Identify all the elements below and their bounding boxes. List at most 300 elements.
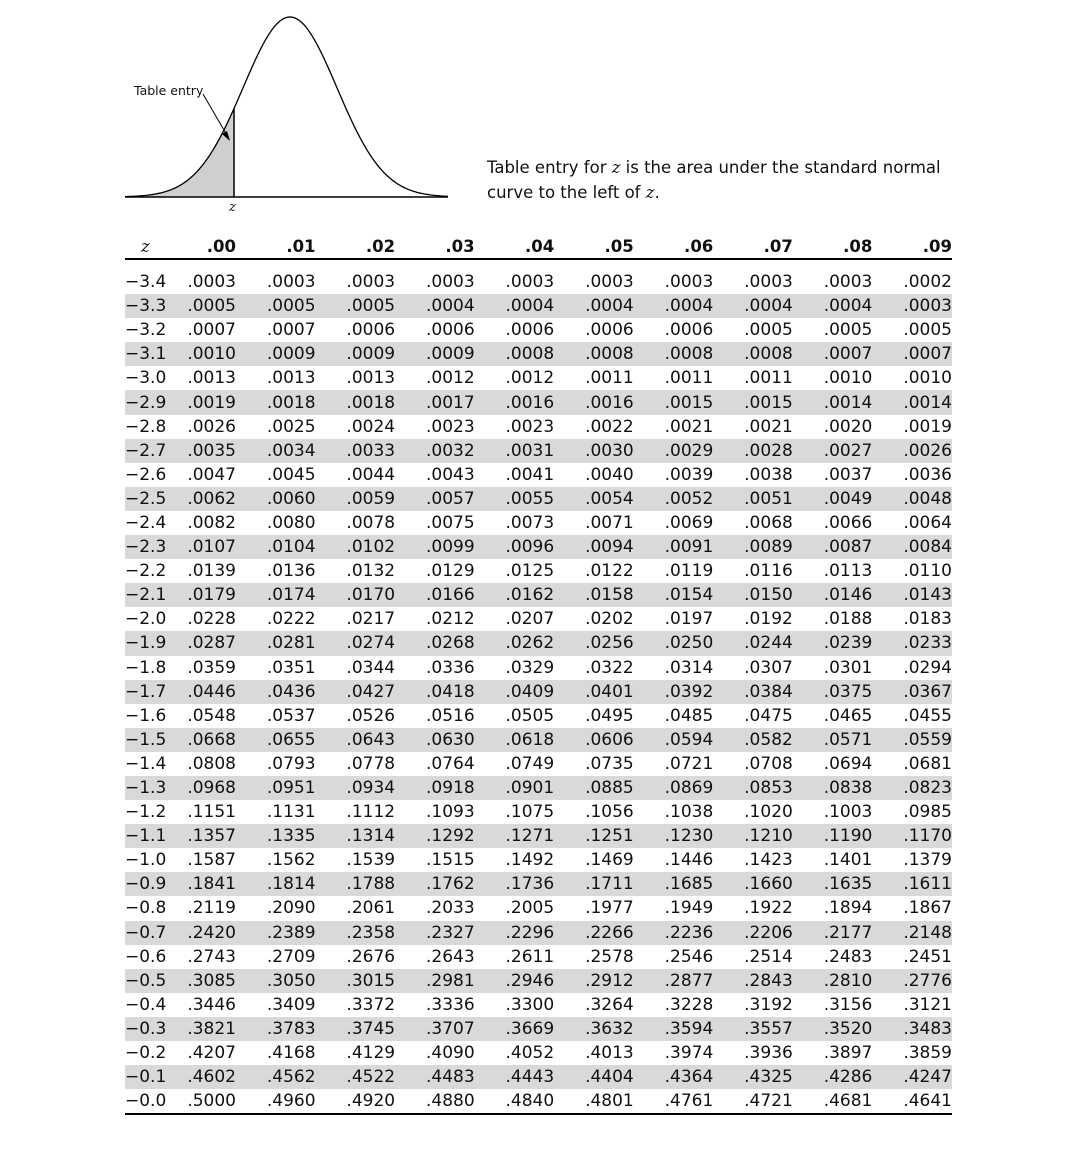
table-row <box>125 896 952 920</box>
probability-cell: .3050 <box>236 969 316 993</box>
probability-cell: .0262 <box>475 631 555 655</box>
probability-cell: .3409 <box>266 994 316 1015</box>
probability-cell: .0010 <box>180 342 236 366</box>
probability-cell: .2877 <box>634 969 714 993</box>
probability-cell: .0154 <box>634 583 714 607</box>
probability-cell: .1788 <box>316 872 396 896</box>
probability-cell: .0049 <box>793 487 873 511</box>
probability-cell: .4761 <box>634 1089 714 1114</box>
probability-cell: .0018 <box>236 390 316 414</box>
probability-cell: .0143 <box>872 583 952 607</box>
table-row <box>125 583 952 607</box>
column-header: .05 <box>554 230 634 259</box>
probability-cell: .2236 <box>634 921 714 945</box>
table-row <box>125 259 952 294</box>
probability-cell: .0004 <box>475 294 555 318</box>
probability-cell: .2810 <box>793 969 873 993</box>
z-value-cell: −1.2 <box>125 802 167 823</box>
table-row <box>125 559 952 583</box>
z-value-cell: −3.4 <box>125 272 167 293</box>
probability-cell: .1611 <box>872 872 952 896</box>
probability-cell: .4364 <box>634 1065 714 1089</box>
probability-cell: .2148 <box>872 921 952 945</box>
probability-cell: .0006 <box>664 320 714 341</box>
z-value-cell: −3.2 <box>125 320 167 341</box>
probability-cell: .0006 <box>585 320 634 341</box>
probability-cell: .0004 <box>793 294 873 318</box>
probability-cell: .0005 <box>316 294 396 318</box>
probability-cell: .0107 <box>180 535 236 559</box>
probability-cell: .0008 <box>475 342 555 366</box>
probability-cell: .3228 <box>664 994 714 1015</box>
probability-cell: .1210 <box>713 824 793 848</box>
probability-cell: .0011 <box>664 368 714 389</box>
probability-cell: .2420 <box>180 921 236 945</box>
probability-cell: .0025 <box>266 416 316 437</box>
probability-cell: .0721 <box>664 753 714 774</box>
probability-cell: .1539 <box>346 850 396 871</box>
probability-cell: .1685 <box>634 872 714 896</box>
z-value-cell: −1.1 <box>125 824 180 848</box>
probability-cell: .0005 <box>823 320 873 341</box>
table-row <box>125 1041 952 1065</box>
probability-cell: .0985 <box>903 802 952 823</box>
probability-cell: .0009 <box>316 342 396 366</box>
probability-cell: .0735 <box>585 753 634 774</box>
probability-cell: .0495 <box>585 705 634 726</box>
probability-cell: .1841 <box>180 872 236 896</box>
probability-cell: .0078 <box>346 512 396 533</box>
probability-cell: .1423 <box>744 850 793 871</box>
probability-cell: .0003 <box>266 272 316 293</box>
probability-cell: .0132 <box>346 561 396 582</box>
table-row <box>125 607 952 631</box>
probability-cell: .0073 <box>505 512 555 533</box>
table-row <box>125 463 952 487</box>
z-value-cell: −1.4 <box>125 753 167 774</box>
probability-cell: .0003 <box>664 272 714 293</box>
probability-cell: .0436 <box>236 680 316 704</box>
column-header: .08 <box>793 230 873 259</box>
probability-cell: .3372 <box>346 994 396 1015</box>
table-row <box>125 1065 952 1089</box>
normal-curve <box>125 17 448 197</box>
probability-cell: .1660 <box>713 872 793 896</box>
probability-cell: .2843 <box>713 969 793 993</box>
probability-cell: .0016 <box>554 390 634 414</box>
probability-cell: .0009 <box>395 342 475 366</box>
probability-cell: .0102 <box>316 535 396 559</box>
probability-cell: .0016 <box>475 390 555 414</box>
probability-cell: .0146 <box>793 583 873 607</box>
table-row <box>125 752 952 776</box>
probability-cell: .0764 <box>425 753 475 774</box>
probability-cell: .0778 <box>346 753 396 774</box>
probability-cell: .0006 <box>505 320 555 341</box>
probability-cell: .0010 <box>903 368 952 389</box>
probability-cell: .1271 <box>475 824 555 848</box>
probability-cell: .0004 <box>634 294 714 318</box>
probability-cell: .0162 <box>475 583 555 607</box>
probability-cell: .0869 <box>634 776 714 800</box>
probability-cell: .0136 <box>266 561 316 582</box>
probability-cell: .1112 <box>346 802 396 823</box>
probability-cell: .0029 <box>634 439 714 463</box>
probability-cell: .1230 <box>634 824 714 848</box>
probability-cell: .0793 <box>266 753 316 774</box>
probability-cell: .2296 <box>475 921 555 945</box>
probability-cell: .0655 <box>236 728 316 752</box>
probability-cell: .0033 <box>316 439 396 463</box>
probability-cell: .1357 <box>180 824 236 848</box>
probability-cell: .4960 <box>236 1089 316 1114</box>
probability-cell: .4562 <box>236 1065 316 1089</box>
table-row <box>125 704 952 728</box>
probability-cell: .0571 <box>793 728 873 752</box>
probability-cell: .0035 <box>180 439 236 463</box>
probability-cell: .0197 <box>664 609 714 630</box>
probability-cell: .0166 <box>395 583 475 607</box>
probability-cell: .0039 <box>664 464 714 485</box>
probability-cell: .1190 <box>793 824 873 848</box>
probability-cell: .0934 <box>316 776 396 800</box>
probability-cell: .4801 <box>554 1089 634 1114</box>
probability-cell: .0096 <box>475 535 555 559</box>
probability-cell: .0344 <box>346 657 396 678</box>
probability-cell: .0048 <box>872 487 952 511</box>
probability-cell: .0054 <box>554 487 634 511</box>
probability-cell: .2483 <box>823 946 873 967</box>
probability-cell: .0021 <box>744 416 793 437</box>
probability-cell: .0015 <box>634 390 714 414</box>
probability-cell: .0516 <box>425 705 475 726</box>
probability-cell: .0019 <box>903 416 952 437</box>
probability-cell: .0004 <box>713 294 793 318</box>
probability-cell: .3557 <box>713 1017 793 1041</box>
probability-cell: .2709 <box>266 946 316 967</box>
table-row <box>125 487 952 511</box>
probability-cell: .0008 <box>554 342 634 366</box>
probability-cell: .0427 <box>316 680 396 704</box>
z-value-cell: −0.4 <box>125 994 167 1015</box>
probability-cell: .1492 <box>505 850 555 871</box>
probability-cell: .3520 <box>793 1017 873 1041</box>
probability-cell: .0004 <box>395 294 475 318</box>
probability-cell: .0104 <box>236 535 316 559</box>
z-column-header: z <box>125 230 180 259</box>
probability-cell: .0099 <box>395 535 475 559</box>
probability-cell: .0005 <box>903 320 952 341</box>
probability-cell: .0036 <box>903 464 952 485</box>
table-row <box>125 728 952 752</box>
probability-cell: .0418 <box>395 680 475 704</box>
probability-cell: .2676 <box>346 946 396 967</box>
z-value-cell: −0.7 <box>125 921 180 945</box>
z-value-cell: −0.6 <box>125 946 167 967</box>
probability-cell: .0045 <box>266 464 316 485</box>
z-value-cell: −0.0 <box>125 1089 180 1114</box>
probability-cell: .0537 <box>266 705 316 726</box>
probability-cell: .0808 <box>187 753 236 774</box>
probability-cell: .0606 <box>554 728 634 752</box>
probability-cell: .0409 <box>475 680 555 704</box>
probability-cell: .4090 <box>425 1043 475 1064</box>
probability-cell: .1736 <box>475 872 555 896</box>
probability-cell: .0094 <box>554 535 634 559</box>
probability-cell: .0202 <box>585 609 634 630</box>
probability-cell: .1003 <box>823 802 873 823</box>
z-value-cell: −2.5 <box>125 487 180 511</box>
probability-cell: .3745 <box>316 1017 396 1041</box>
probability-cell: .0594 <box>634 728 714 752</box>
probability-cell: .0080 <box>266 512 316 533</box>
probability-cell: .2611 <box>505 946 555 967</box>
probability-cell: .4602 <box>180 1065 236 1089</box>
probability-cell: .0268 <box>395 631 475 655</box>
z-value-cell: −2.1 <box>125 583 180 607</box>
table-entry-label: Table entry <box>134 83 204 98</box>
z-value-cell: −2.7 <box>125 439 180 463</box>
z-value-cell: −1.5 <box>125 728 180 752</box>
probability-cell: .1314 <box>316 824 396 848</box>
probability-cell: .0003 <box>823 272 873 293</box>
probability-cell: .1170 <box>872 824 952 848</box>
z-value-cell: −2.3 <box>125 535 180 559</box>
probability-cell: .0018 <box>316 390 396 414</box>
probability-cell: .1131 <box>266 802 316 823</box>
probability-cell: .0062 <box>180 487 236 511</box>
table-row <box>125 680 952 704</box>
probability-cell: .2946 <box>475 969 555 993</box>
probability-cell: .0023 <box>425 416 475 437</box>
probability-cell: .1401 <box>823 850 873 871</box>
probability-cell: .2266 <box>554 921 634 945</box>
probability-cell: .0183 <box>903 609 952 630</box>
probability-cell: .0110 <box>903 561 952 582</box>
probability-cell: .0082 <box>187 512 236 533</box>
probability-cell: .0548 <box>187 705 236 726</box>
table-row <box>125 439 952 463</box>
table-row <box>125 656 952 680</box>
probability-cell: .4880 <box>395 1089 475 1114</box>
probability-cell: .0030 <box>554 439 634 463</box>
probability-cell: .4920 <box>316 1089 396 1114</box>
probability-cell: .0125 <box>505 561 555 582</box>
probability-cell: .3192 <box>744 994 793 1015</box>
probability-cell: .2061 <box>346 898 396 919</box>
column-header: .06 <box>634 230 714 259</box>
probability-cell: .4641 <box>872 1089 952 1114</box>
probability-cell: .4404 <box>554 1065 634 1089</box>
probability-cell: .4443 <box>475 1065 555 1089</box>
probability-cell: .3936 <box>744 1043 793 1064</box>
probability-cell: .1379 <box>903 850 952 871</box>
probability-cell: .0051 <box>713 487 793 511</box>
caption-text-2: is the area under the standard normal curve to the left of <box>487 158 941 202</box>
probability-cell: .0643 <box>316 728 396 752</box>
probability-cell: .3483 <box>872 1017 952 1041</box>
probability-cell: .3336 <box>425 994 475 1015</box>
probability-cell: .1922 <box>744 898 793 919</box>
probability-cell: .1562 <box>266 850 316 871</box>
probability-cell: .1151 <box>187 802 236 823</box>
probability-cell: .1977 <box>585 898 634 919</box>
table-row <box>125 1089 952 1114</box>
probability-cell: .3669 <box>475 1017 555 1041</box>
probability-cell: .2451 <box>903 946 952 967</box>
probability-cell: .3446 <box>187 994 236 1015</box>
probability-cell: .3821 <box>180 1017 236 1041</box>
probability-cell: .0026 <box>187 416 236 437</box>
probability-cell: .0040 <box>585 464 634 485</box>
probability-cell: .4483 <box>395 1065 475 1089</box>
probability-cell: .0068 <box>744 512 793 533</box>
probability-cell: .0052 <box>634 487 714 511</box>
column-header: .03 <box>395 230 475 259</box>
probability-cell: .0207 <box>505 609 555 630</box>
column-header: .01 <box>236 230 316 259</box>
probability-cell: .0838 <box>793 776 873 800</box>
probability-cell: .0041 <box>505 464 555 485</box>
probability-cell: .3632 <box>554 1017 634 1041</box>
probability-cell: .1093 <box>425 802 475 823</box>
z-value-cell: −1.0 <box>125 850 167 871</box>
probability-cell: .0055 <box>475 487 555 511</box>
probability-cell: .3783 <box>236 1017 316 1041</box>
table-row <box>125 318 952 342</box>
probability-cell: .0384 <box>713 680 793 704</box>
probability-cell: .0008 <box>713 342 793 366</box>
z-axis-label: z <box>229 200 236 215</box>
table-body <box>125 259 952 1114</box>
probability-cell: .0013 <box>187 368 236 389</box>
probability-cell: .1635 <box>793 872 873 896</box>
table-row <box>125 631 952 655</box>
probability-cell: .0918 <box>395 776 475 800</box>
probability-cell: .0322 <box>585 657 634 678</box>
probability-cell: .0367 <box>872 680 952 704</box>
column-header: .00 <box>180 230 236 259</box>
table-row <box>125 535 952 559</box>
probability-cell: .0007 <box>187 320 236 341</box>
probability-cell: .0021 <box>664 416 714 437</box>
table-row <box>125 872 952 896</box>
probability-cell: .0075 <box>425 512 475 533</box>
probability-cell: .4052 <box>505 1043 555 1064</box>
probability-cell: .1469 <box>585 850 634 871</box>
probability-cell: .0003 <box>744 272 793 293</box>
probability-cell: .0013 <box>266 368 316 389</box>
z-value-cell: −1.3 <box>125 776 180 800</box>
probability-cell: .1251 <box>554 824 634 848</box>
table-row <box>125 921 952 945</box>
probability-cell: .1075 <box>505 802 555 823</box>
probability-cell: .0026 <box>872 439 952 463</box>
probability-cell: .0011 <box>744 368 793 389</box>
shaded-left-tail-area <box>125 108 234 197</box>
z-value-cell: −0.9 <box>125 872 180 896</box>
probability-cell: .0287 <box>180 631 236 655</box>
probability-cell: .0027 <box>793 439 873 463</box>
probability-cell: .0066 <box>823 512 873 533</box>
probability-cell: .0023 <box>505 416 555 437</box>
probability-cell: .0011 <box>585 368 634 389</box>
probability-cell: .4247 <box>872 1065 952 1089</box>
column-header: .04 <box>475 230 555 259</box>
z-value-cell: −0.2 <box>125 1043 167 1064</box>
probability-cell: .0222 <box>266 609 316 630</box>
probability-cell: .2643 <box>425 946 475 967</box>
column-header: .02 <box>316 230 396 259</box>
probability-cell: .3594 <box>634 1017 714 1041</box>
probability-cell: .1335 <box>236 824 316 848</box>
probability-cell: .0024 <box>346 416 396 437</box>
table-row <box>125 993 952 1017</box>
probability-cell: .0336 <box>425 657 475 678</box>
probability-cell: .0007 <box>872 342 952 366</box>
probability-cell: .0012 <box>425 368 475 389</box>
probability-cell: .3859 <box>903 1043 952 1064</box>
caption-var-z-1: z <box>611 158 621 177</box>
probability-cell: .0749 <box>505 753 555 774</box>
probability-cell: .0139 <box>187 561 236 582</box>
column-header: .09 <box>872 230 952 259</box>
probability-cell: .2981 <box>395 969 475 993</box>
z-value-cell: −2.0 <box>125 609 167 630</box>
probability-cell: .0885 <box>554 776 634 800</box>
probability-cell: .3264 <box>585 994 634 1015</box>
probability-cell: .0314 <box>664 657 714 678</box>
probability-cell: .1814 <box>236 872 316 896</box>
probability-cell: .2005 <box>505 898 555 919</box>
probability-cell: .0008 <box>634 342 714 366</box>
column-header: .07 <box>713 230 793 259</box>
probability-cell: .0014 <box>872 390 952 414</box>
z-value-cell: −0.1 <box>125 1065 180 1089</box>
probability-cell: .0043 <box>425 464 475 485</box>
probability-cell: .0559 <box>872 728 952 752</box>
probability-cell: .0007 <box>793 342 873 366</box>
probability-cell: .0057 <box>395 487 475 511</box>
probability-cell: .1020 <box>744 802 793 823</box>
probability-cell: .0091 <box>634 535 714 559</box>
probability-cell: .4840 <box>475 1089 555 1114</box>
z-value-cell: −1.7 <box>125 680 180 704</box>
probability-cell: .4681 <box>793 1089 873 1114</box>
probability-cell: .0038 <box>744 464 793 485</box>
probability-cell: .0853 <box>713 776 793 800</box>
probability-cell: .3085 <box>180 969 236 993</box>
probability-cell: .0281 <box>236 631 316 655</box>
probability-cell: .0003 <box>872 294 952 318</box>
z-value-cell: −0.3 <box>125 1017 180 1041</box>
probability-cell: .0003 <box>346 272 396 293</box>
probability-cell: .0217 <box>346 609 396 630</box>
table-row <box>125 969 952 993</box>
z-value-cell: −3.3 <box>125 294 180 318</box>
probability-cell: .0005 <box>744 320 793 341</box>
probability-cell: .0351 <box>266 657 316 678</box>
probability-cell: .0129 <box>425 561 475 582</box>
probability-cell: .0475 <box>744 705 793 726</box>
entry-pointer-arrow <box>203 94 228 137</box>
probability-cell: .0256 <box>554 631 634 655</box>
probability-cell: .4168 <box>266 1043 316 1064</box>
z-value-cell: −2.6 <box>125 464 167 485</box>
z-value-cell: −2.8 <box>125 416 167 437</box>
probability-cell: .0823 <box>872 776 952 800</box>
z-value-cell: −1.9 <box>125 631 180 655</box>
